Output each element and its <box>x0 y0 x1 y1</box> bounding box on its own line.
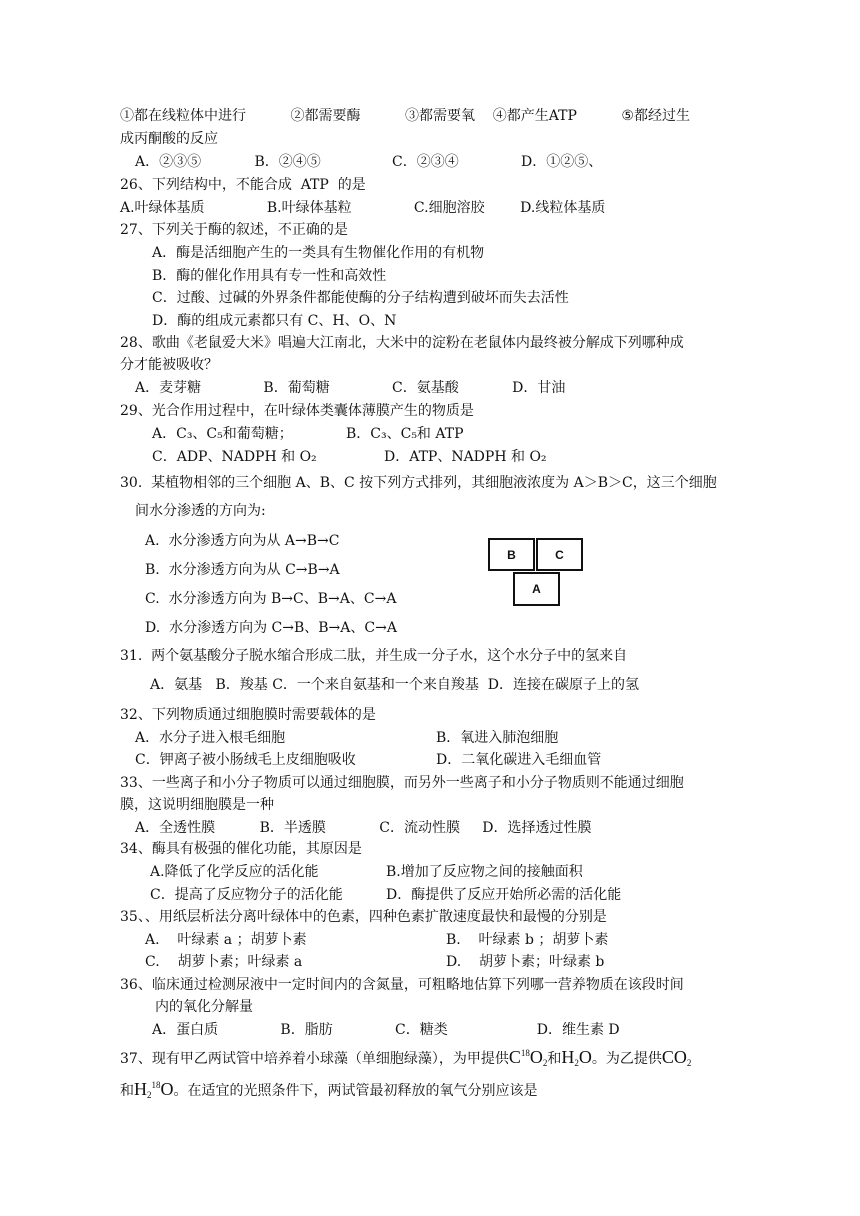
q35-option-b: B. 叶绿素 b ；胡萝卜素 <box>446 932 609 948</box>
q28-stem: 28、歌曲《老鼠爱大米》唱遍大江南北，大米中的淀粉在老鼠体内最终被分解成下列哪种成 <box>120 335 684 351</box>
q28-stem-cont: 分才能被吸收？ <box>120 357 218 373</box>
q33-stem-cont: 膜，这说明细胞膜是一种 <box>120 797 274 813</box>
q35-option-a: A. 叶绿素 a ；胡萝卜素 <box>145 932 307 948</box>
q33-stem: 33、一些离子和小分子物质可以通过细胞膜，而另外一些离子和小分子物质则不能通过细胞 <box>120 775 684 791</box>
q37-prefix: 37、现有甲乙两试管中培养着小球藻（单细胞绿藻），为甲提供 <box>120 1051 509 1067</box>
q29-option-c: C．ADP、NADPH 和 O₂ <box>152 449 317 465</box>
q29-option-d: D．ATP、NADPH 和 O₂ <box>384 449 547 465</box>
q28-options: A．麦芽糖 B．葡萄糖 C．氨基酸 D．甘油 <box>135 380 566 396</box>
q36-stem: 36、临床通过检测尿液中一定时间内的含氮量，可粗略地估算下列哪一营养物质在该段时间 <box>120 977 684 993</box>
q30-stem-cont: 间水分渗透的方向为: <box>135 503 266 519</box>
q27-option-a: A．酶是活细胞产生的一类具有生物催化作用的有机物 <box>152 245 485 261</box>
q32-option-c: C．钾离子被小肠绒毛上皮细胞吸收 <box>135 752 356 768</box>
q36-stem-cont: 内的氧化分解量 <box>155 999 253 1015</box>
q32-option-b: B．氧进入肺泡细胞 <box>436 730 559 746</box>
q29-stem: 29、光合作用过程中，在叶绿体类囊体薄膜产生的物质是 <box>120 403 474 419</box>
q35-option-d: D. 胡萝卜素；叶绿素 b <box>446 954 605 970</box>
q34-option-a: A.降低了化学反应的活化能 <box>150 864 319 880</box>
q27-option-d: D．酶的组成元素都只有 C、H、O、N <box>152 313 397 329</box>
q30-stem: 30. 某植物相邻的三个细胞 A、B、C 按下列方式排列，其细胞液浓度为 A＞B＞C，这三个细胞 <box>120 475 717 491</box>
q37-suffix: 。在适宜的光照条件下，两试管最初释放的氧气分别应该是 <box>173 1083 538 1099</box>
cell-a: A <box>513 572 560 606</box>
formula-h2o: $H_2O$ <box>561 1047 592 1068</box>
q31-stem: 31. 两个氨基酸分子脱水缩合形成二肽，并生成一分子水，这个水分子中的氢来自 <box>120 648 628 664</box>
q30-option-a: A. 水分渗透方向为从 A→B→C <box>145 533 340 549</box>
q37-and-1: 和 <box>547 1051 562 1067</box>
cell-b: B <box>488 538 535 571</box>
q35-option-c: C. 胡萝卜素；叶绿素 a <box>145 954 303 970</box>
q33-options: A．全透性膜 B．半透膜 C．流动性膜 D．选择透过性膜 <box>135 820 592 836</box>
q35-stem: 35、、用纸层析法分离叶绿体中的色素，四种色素扩散速度最快和最慢的分别是 <box>120 909 607 925</box>
q30-option-d: D. 水分渗透方向为 C→B、B→A、C→A <box>145 620 397 636</box>
q32-option-a: A．水分子进入根毛细胞 <box>135 730 286 746</box>
q25-options: A．②③⑤ B．②④⑤ C．②③④ D．①②⑤、 <box>135 154 603 170</box>
q27-option-b: B．酶的催化作用具有专一性和高效性 <box>152 268 387 284</box>
q37-mid: 。为乙提供 <box>591 1051 662 1067</box>
q34-option-c: C．提高了反应物分子的活化能 <box>150 887 343 903</box>
q30-option-c: C. 水分渗透方向为 B→C、B→A、C→A <box>145 591 397 607</box>
q32-option-d: D．二氧化碳进入毛细血管 <box>436 752 602 768</box>
formula-h2-18o: $H_2^{18}O$ <box>134 1079 174 1100</box>
q37-and-2: 和 <box>120 1083 134 1099</box>
q34-option-b: B.增加了反应物之间的接触面积 <box>386 864 583 880</box>
formula-co2: $CO_2$ <box>661 1047 692 1068</box>
q31-options: A．氨基 B．羧基 C．一个来自氨基和一个来自羧基 D．连接在碳原子上的氢 <box>150 677 640 693</box>
q29-option-a: A．C₃、C₅和葡萄糖； <box>152 426 293 442</box>
q30-option-b: B. 水分渗透方向为从 C→B→A <box>145 562 340 578</box>
q34-stem: 34、酶具有极强的催化功能，其原因是 <box>120 841 362 857</box>
q36-options: A．蛋白质 B．脂肪 C．糖类 D．维生素 D <box>152 1022 620 1038</box>
q27-stem: 27、下列关于酶的叙述，不正确的是 <box>120 222 348 238</box>
q32-stem: 32、下列物质通过细胞膜时需要载体的是 <box>120 707 376 723</box>
formula-c18o2: $C^{18}O_2$ <box>508 1047 548 1068</box>
q37-stem-cont <box>120 1080 538 1100</box>
q26-stem: 26、下列结构中，不能合成 ATP 的是 <box>120 177 366 193</box>
cell-c: C <box>536 538 583 571</box>
q29-option-b: B．C₃、C₅和 ATP <box>346 426 464 442</box>
q25-statements-cont: 成丙酮酸的反应 <box>120 131 218 147</box>
q27-option-c: C．过酸、过碱的外界条件都能使酶的分子结构遭到破坏而失去活性 <box>152 290 569 306</box>
q25-statements: ①都在线粒体中进行 ②都需要酶 ③都需要氧 ④都产生ATP ⑤都经过生 <box>120 108 690 124</box>
q26-options: A.叶绿体基质 B.叶绿体基粒 C.细胞溶胶 D.线粒体基质 <box>120 200 606 216</box>
q34-option-d: D．酶提供了反应开始所必需的活化能 <box>386 887 622 903</box>
q37-stem <box>120 1048 691 1068</box>
